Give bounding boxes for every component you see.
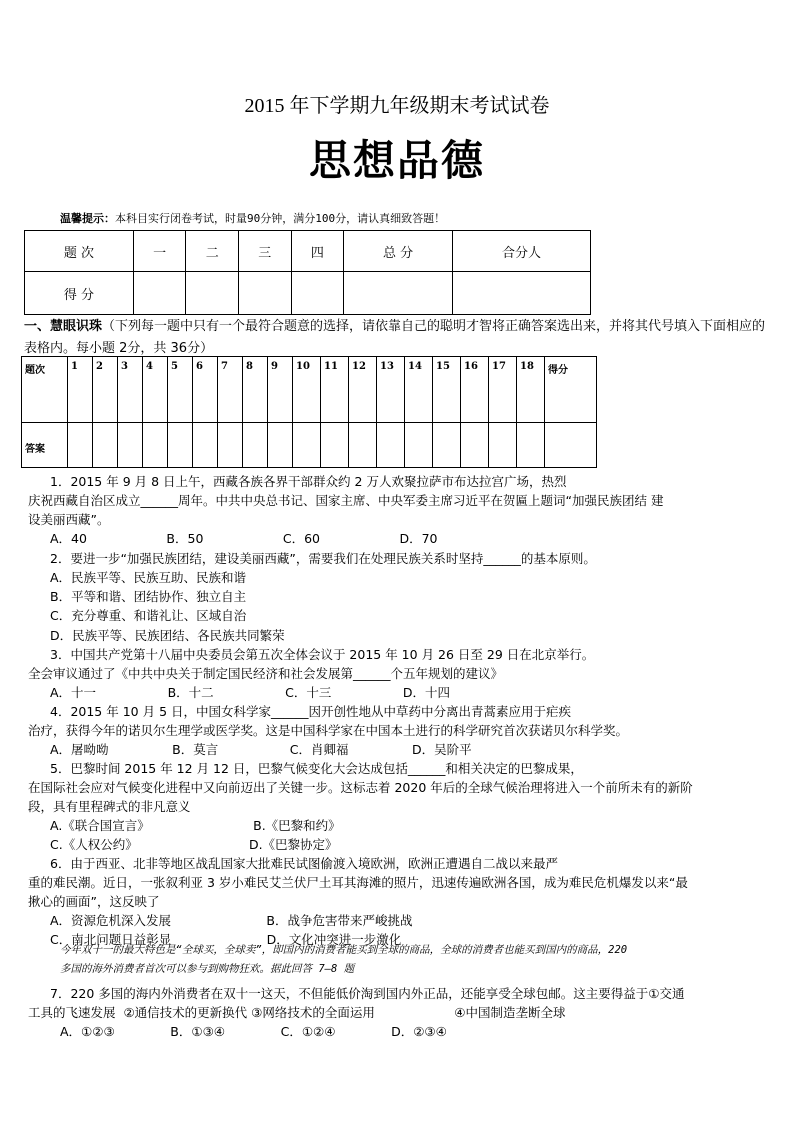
- question-line: 重的难民潮。近日，一张叙利亚 3 岁小难民艾兰伏尸土耳其海滩的照片，迅速传遍欧洲各国，成为难民危机爆发以来“最: [28, 875, 688, 890]
- score-cell[interactable]: [344, 272, 453, 315]
- score-cell[interactable]: [186, 272, 239, 315]
- score-header: 一: [133, 231, 186, 272]
- question-line: A．①②③ B．①③④ C．①②④ D．②③④: [60, 1024, 447, 1039]
- question-number: 15: [433, 357, 461, 423]
- question-line: 7．220 多国的海内外消费者在双十一这天，不但能低价淘到国内外正品，还能享受全球包邮。这主要得益于①交通: [50, 986, 685, 1001]
- answer-cell[interactable]: [68, 423, 93, 468]
- question-line: 4．2015 年 10 月 5 日，中国女科学家______因开创性地从中草药中分离出青蒿素应用于疟疾: [50, 704, 571, 719]
- section1-title: 一、慧眼识珠: [24, 319, 103, 334]
- question-line: A．40 B．50 C．60 D．70: [50, 531, 438, 546]
- question-number: 5: [168, 357, 193, 423]
- answer-cell[interactable]: [268, 423, 293, 468]
- answer-cell[interactable]: [243, 423, 268, 468]
- question-line: A．十一 B．十二 C．十三 D．十四: [50, 685, 451, 700]
- question-line: A.《联合国宣言》 B.《巴黎和约》: [50, 818, 341, 833]
- score-table: [24, 230, 591, 315]
- question-number: 11: [321, 357, 349, 423]
- question-number: 3: [118, 357, 143, 423]
- answer-cell[interactable]: [433, 423, 461, 468]
- answer-cell[interactable]: [377, 423, 405, 468]
- question-number: 17: [489, 357, 517, 423]
- question-number: 8: [243, 357, 268, 423]
- answer-cell[interactable]: [349, 423, 377, 468]
- question-line: 治疗，获得今年的诺贝尔生理学或医学奖。这是中国科学家在中国本土进行的科学研究首次获诺贝尔科学奖。: [28, 723, 629, 738]
- answer-score-cell[interactable]: [545, 423, 597, 468]
- answer-cell[interactable]: [517, 423, 545, 468]
- question-line: B．平等和谐、团结协作、独立自主: [50, 589, 247, 604]
- section1-instructions: （下列每一题中只有一个最符合题意的选择，请依靠自己的聪明才智将正确答案选出来，并将其代号填入下面相应的表格内。每小题 2分，共 36分）: [24, 319, 766, 356]
- question-number: 16: [461, 357, 489, 423]
- note-line-2: 多国的海外消费者首次可以参与到购物狂欢。据此回答 7—8 题: [60, 963, 355, 975]
- question-line: 设美丽西藏”。: [28, 512, 110, 527]
- tip-label: 温馨提示：: [60, 212, 115, 225]
- answer-table: [21, 356, 597, 468]
- score-cell[interactable]: [452, 272, 590, 315]
- answer-cell[interactable]: [218, 423, 243, 468]
- exam-tip: [60, 210, 445, 226]
- answer-cell[interactable]: [143, 423, 168, 468]
- score-header: 三: [238, 231, 291, 272]
- score-header: 总 分: [344, 231, 453, 272]
- answer-cell[interactable]: [293, 423, 321, 468]
- score-cell[interactable]: [291, 272, 344, 315]
- score-header: 合分人: [452, 231, 590, 272]
- question-line: 全会审议通过了《中共中央关于制定国民经济和社会发展第______个五年规划的建议》: [28, 666, 504, 681]
- answer-cell[interactable]: [405, 423, 433, 468]
- question-number: 6: [193, 357, 218, 423]
- answer-cell[interactable]: [168, 423, 193, 468]
- answer-cell[interactable]: [321, 423, 349, 468]
- question-line: 5．巴黎时间 2015 年 12 月 12 日，巴黎气候变化大会达成包括______和相关决定的巴黎成果，: [50, 761, 583, 776]
- question-number: 4: [143, 357, 168, 423]
- question-number: 7: [218, 357, 243, 423]
- question-line: D．民族平等、民族团结、各民族共同繁荣: [50, 628, 285, 643]
- question-line: 在国际社会应对气候变化进程中又向前迈出了关键一步。这标志着 2020 年后的全球气候治理将进入一个前所未有的新阶: [28, 780, 693, 795]
- question-line: A．屠呦呦 B．莫言 C．肖卿福 D．吴阶平: [50, 742, 472, 757]
- question-number: 10: [293, 357, 321, 423]
- score-cell[interactable]: [133, 272, 186, 315]
- question-number: 9: [268, 357, 293, 423]
- question-number: 13: [377, 357, 405, 423]
- score-header: 题 次: [25, 231, 134, 272]
- question-line: 段，具有里程碑式的非凡意义: [28, 799, 191, 814]
- question-line: 工具的飞速发展 ②通信技术的更新换代 ③网络技术的全面运用 ④中国制造垄断全球: [28, 1005, 566, 1020]
- question-number: 1: [68, 357, 93, 423]
- question-line: A．资源危机深入发展 B．战争危害带来严峻挑战: [50, 913, 413, 928]
- answer-score-label: 得分: [545, 357, 597, 423]
- score-cell[interactable]: [238, 272, 291, 315]
- answer-cell[interactable]: [118, 423, 143, 468]
- score-row-label: 得 分: [25, 272, 134, 315]
- answer-cell[interactable]: [489, 423, 517, 468]
- question-line: C.《人权公约》 D.《巴黎协定》: [50, 837, 338, 852]
- question-line: C．充分尊重、和谐礼让、区域自治: [50, 608, 247, 623]
- tip-text: 本科目实行闭卷考试，时量90分钟，满分100分，请认真细致答题！: [115, 212, 446, 225]
- question-line: C．南北问题日益彰显 D．文化冲突进一步激化: [50, 932, 402, 947]
- answer-cell[interactable]: [461, 423, 489, 468]
- question-line: 庆祝西藏自治区成立______周年。中共中央总书记、国家主席、中央军委主席习近平在贺匾上题词“加强民族团结 建: [28, 493, 664, 508]
- question-line: A．民族平等、民族互助、民族和谐: [50, 570, 247, 585]
- question-number: 18: [517, 357, 545, 423]
- answer-header-label: 题次: [22, 357, 68, 423]
- question-line: 2．要进一步“加强民族团结，建设美丽西藏”，需要我们在处理民族关系时坚持______的基本原则。: [50, 551, 596, 566]
- answer-row-label: 答案: [22, 423, 68, 468]
- question-line: 6．由于西亚、北非等地区战乱国家大批难民试图偷渡入境欧洲，欧洲正遭遇自二战以来最严: [50, 856, 558, 871]
- subject-title: 思想品德: [308, 136, 485, 185]
- question-number: 12: [349, 357, 377, 423]
- score-header: 二: [186, 231, 239, 272]
- question-number: 2: [93, 357, 118, 423]
- exam-title: 2015 年下学期九年级期末考试试卷: [244, 95, 550, 117]
- question-line: 3．中国共产党第十八届中央委员会第五次全体会议于 2015 年 10 月 26 日至 29 日在北京举行。: [50, 647, 595, 662]
- question-line: 揪心的画面”，这反映了: [28, 894, 160, 909]
- note-line-1: 今年双十一的最大特色是“全球买，全球卖”，即国内的消费者能买到全球的商品，全球的消费者也能买到国内的商品，220: [60, 944, 628, 956]
- section1-heading: [24, 316, 769, 360]
- answer-cell[interactable]: [193, 423, 218, 468]
- answer-cell[interactable]: [93, 423, 118, 468]
- question-line: 1．2015 年 9 月 8 日上午，西藏各族各界干部群众约 2 万人欢聚拉萨市布达拉宫广场，热烈: [50, 474, 567, 489]
- question-number: 14: [405, 357, 433, 423]
- score-header: 四: [291, 231, 344, 272]
